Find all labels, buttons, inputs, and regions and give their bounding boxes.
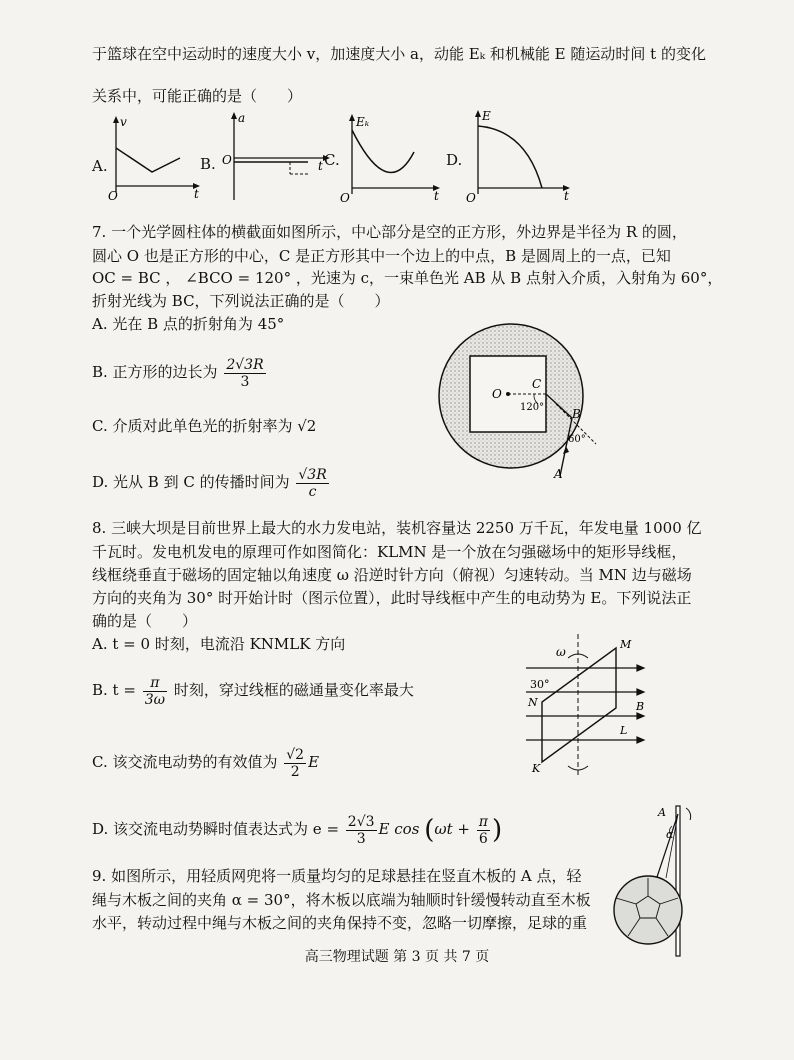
- q6-d-xlabel: t: [564, 189, 569, 203]
- q7-figure: [434, 318, 604, 484]
- q7-label-a: A: [554, 467, 563, 481]
- q7-option-d-text: D. 光从 B 到 C 的传播时间为: [92, 473, 290, 491]
- q8-wire-frame: [542, 648, 616, 762]
- q9-line2: 绳与木板之间的夹角 α = 30°，将木板以底端为轴顺时针缓慢转动直至木板: [92, 891, 591, 909]
- q7-option-d: [92, 460, 331, 504]
- q8-option-b: B. t = $\frac{\pi}{3\omega}$ 时刻，穿过线框的磁通量变化率最大: [92, 674, 414, 708]
- q7-option-b: [92, 350, 268, 394]
- q6-b-origin: O: [222, 153, 232, 167]
- q7-line2: 圆心 O 也是正方形的中心，C 是正方形其中一个边上的中点，B 是圆周上的一点，已知: [92, 247, 671, 265]
- q8-figure: [516, 630, 656, 780]
- q7-option-b-fraction: $\frac{2√3R}{3}$: [226, 356, 264, 390]
- q8-label-m: M: [620, 638, 632, 651]
- q9-label-a: A: [658, 806, 666, 819]
- q6-line2: 关系中，可能正确的是（ ）: [92, 87, 303, 105]
- q6-option-a-label: A.: [92, 157, 108, 175]
- q8-option-d: D. 该交流电动势瞬时值表达式为 e = $\frac{2√3}{3}$ E cos (ωt + $\frac{\pi}{6}$ ): [92, 813, 503, 847]
- q7-option-a: A. 光在 B 点的折射角为 45°: [92, 315, 285, 333]
- q8-line3: 线框绕垂直于磁场的固定轴以角速度 ω 沿逆时针方向（俯视）匀速转动。当 MN 边与磁场: [92, 566, 692, 584]
- q8-line5: 确的是（ ）: [92, 612, 198, 630]
- q6-d-curve: [478, 126, 542, 188]
- page-footer: 高三物理试题 第 3 页 共 7 页: [304, 949, 490, 965]
- q6-option-d-label: D.: [446, 151, 463, 169]
- q7-label-60: 60°: [568, 434, 586, 445]
- q8-option-b-fraction: $\frac{\pi}{3\omega}$: [144, 674, 166, 708]
- q8-option-c-fraction: $\frac{√2}{2}$: [286, 746, 305, 780]
- q7-label-120: 120°: [520, 402, 545, 413]
- q8-label-k: K: [532, 762, 541, 775]
- q6-b-mark: t: [318, 159, 323, 173]
- q8-option-d-phase-fraction: $\frac{\pi}{6}$: [478, 813, 488, 847]
- q7-line3: OC = BC ， ∠BCO = 120° ，光速为 c，一束单色光 AB 从 B 点射入介质，入射角为 60°，: [92, 269, 723, 287]
- q7-option-c: C. 介质对此单色光的折射率为 √2: [92, 417, 317, 435]
- q7-option-b-text: B. 正方形的边长为: [92, 363, 218, 381]
- q9-board: [676, 806, 680, 956]
- q6-graph-c: [338, 110, 448, 204]
- q6-graph-d: [466, 106, 576, 204]
- q6-c-ylabel: Eₖ: [356, 115, 370, 129]
- q6-a-xlabel: t: [194, 187, 199, 200]
- q9-figure: [606, 800, 702, 960]
- q8-label-angle: 30°: [530, 678, 550, 691]
- q6-d-origin: O: [466, 191, 476, 204]
- q9-rope: [656, 814, 678, 880]
- q8-option-a: A. t = 0 时刻，电流沿 KNMLK 方向: [92, 635, 346, 653]
- q8-option-c: C. 该交流电动势的有效值为 $\frac{√2}{2}$ E: [92, 746, 320, 780]
- q7-option-d-fraction: $\frac{√3R}{c}$: [298, 466, 327, 500]
- q6-d-ylabel: E: [482, 109, 491, 123]
- q7-line4: 折射光线为 BC，下列说法正确的是（ ）: [92, 292, 390, 310]
- q7-label-c: C: [532, 377, 542, 391]
- q6-c-curve: [352, 130, 414, 172]
- q8-label-omega: ω: [556, 645, 566, 659]
- q6-option-b-label: B.: [200, 155, 216, 173]
- q7-line1: 7. 一个光学圆柱体的横截面如图所示，中心部分是空的正方形，外边界是半径为 R 的圆，: [92, 223, 687, 241]
- q8-label-b: B: [636, 700, 645, 713]
- q9-line3: 水平，转动过程中绳与木板之间的夹角保持不变，忽略一切摩擦，足球的重: [92, 914, 588, 932]
- q8-line1: 8. 三峡大坝是目前世界上最大的水力发电站，装机容量达 2250 万千瓦，年发电量 1000 亿: [92, 519, 702, 537]
- q8-label-l: L: [620, 724, 628, 737]
- q6-a-curve: [116, 148, 180, 172]
- q6-b-ylabel: a: [238, 111, 246, 125]
- q6-c-origin: O: [340, 191, 350, 204]
- q8-label-n: N: [528, 696, 538, 709]
- q6-a-ylabel: v: [120, 115, 127, 129]
- q6-line1: 于篮球在空中运动时的速度大小 v，加速度大小 a，动能 Eₖ 和机械能 E 随运动时间 t 的变化: [92, 45, 706, 63]
- q6-a-origin: O: [108, 189, 118, 200]
- q9-label-alpha: α: [666, 828, 674, 841]
- q9-line1: 9. 如图所示，用轻质网兜将一质量均匀的足球悬挂在竖直木板的 A 点，轻: [92, 867, 582, 885]
- q6-graph-b: [220, 108, 340, 204]
- q6-option-c-label: C.: [324, 151, 340, 169]
- q8-line4: 方向的夹角为 30° 时开始计时（图示位置），此时导线框中产生的电动势为 E。下列说法正: [92, 589, 692, 607]
- q8-option-d-fraction: $\frac{2√3}{3}$: [347, 813, 375, 847]
- q6-c-xlabel: t: [434, 189, 439, 203]
- q7-label-b: B: [572, 407, 581, 421]
- q7-label-o: O: [492, 387, 502, 401]
- q6-graph-a: [106, 114, 206, 200]
- q8-line2: 千瓦时。发电机发电的原理可作如图简化：KLMN 是一个放在匀强磁场中的矩形导线框，: [92, 543, 687, 561]
